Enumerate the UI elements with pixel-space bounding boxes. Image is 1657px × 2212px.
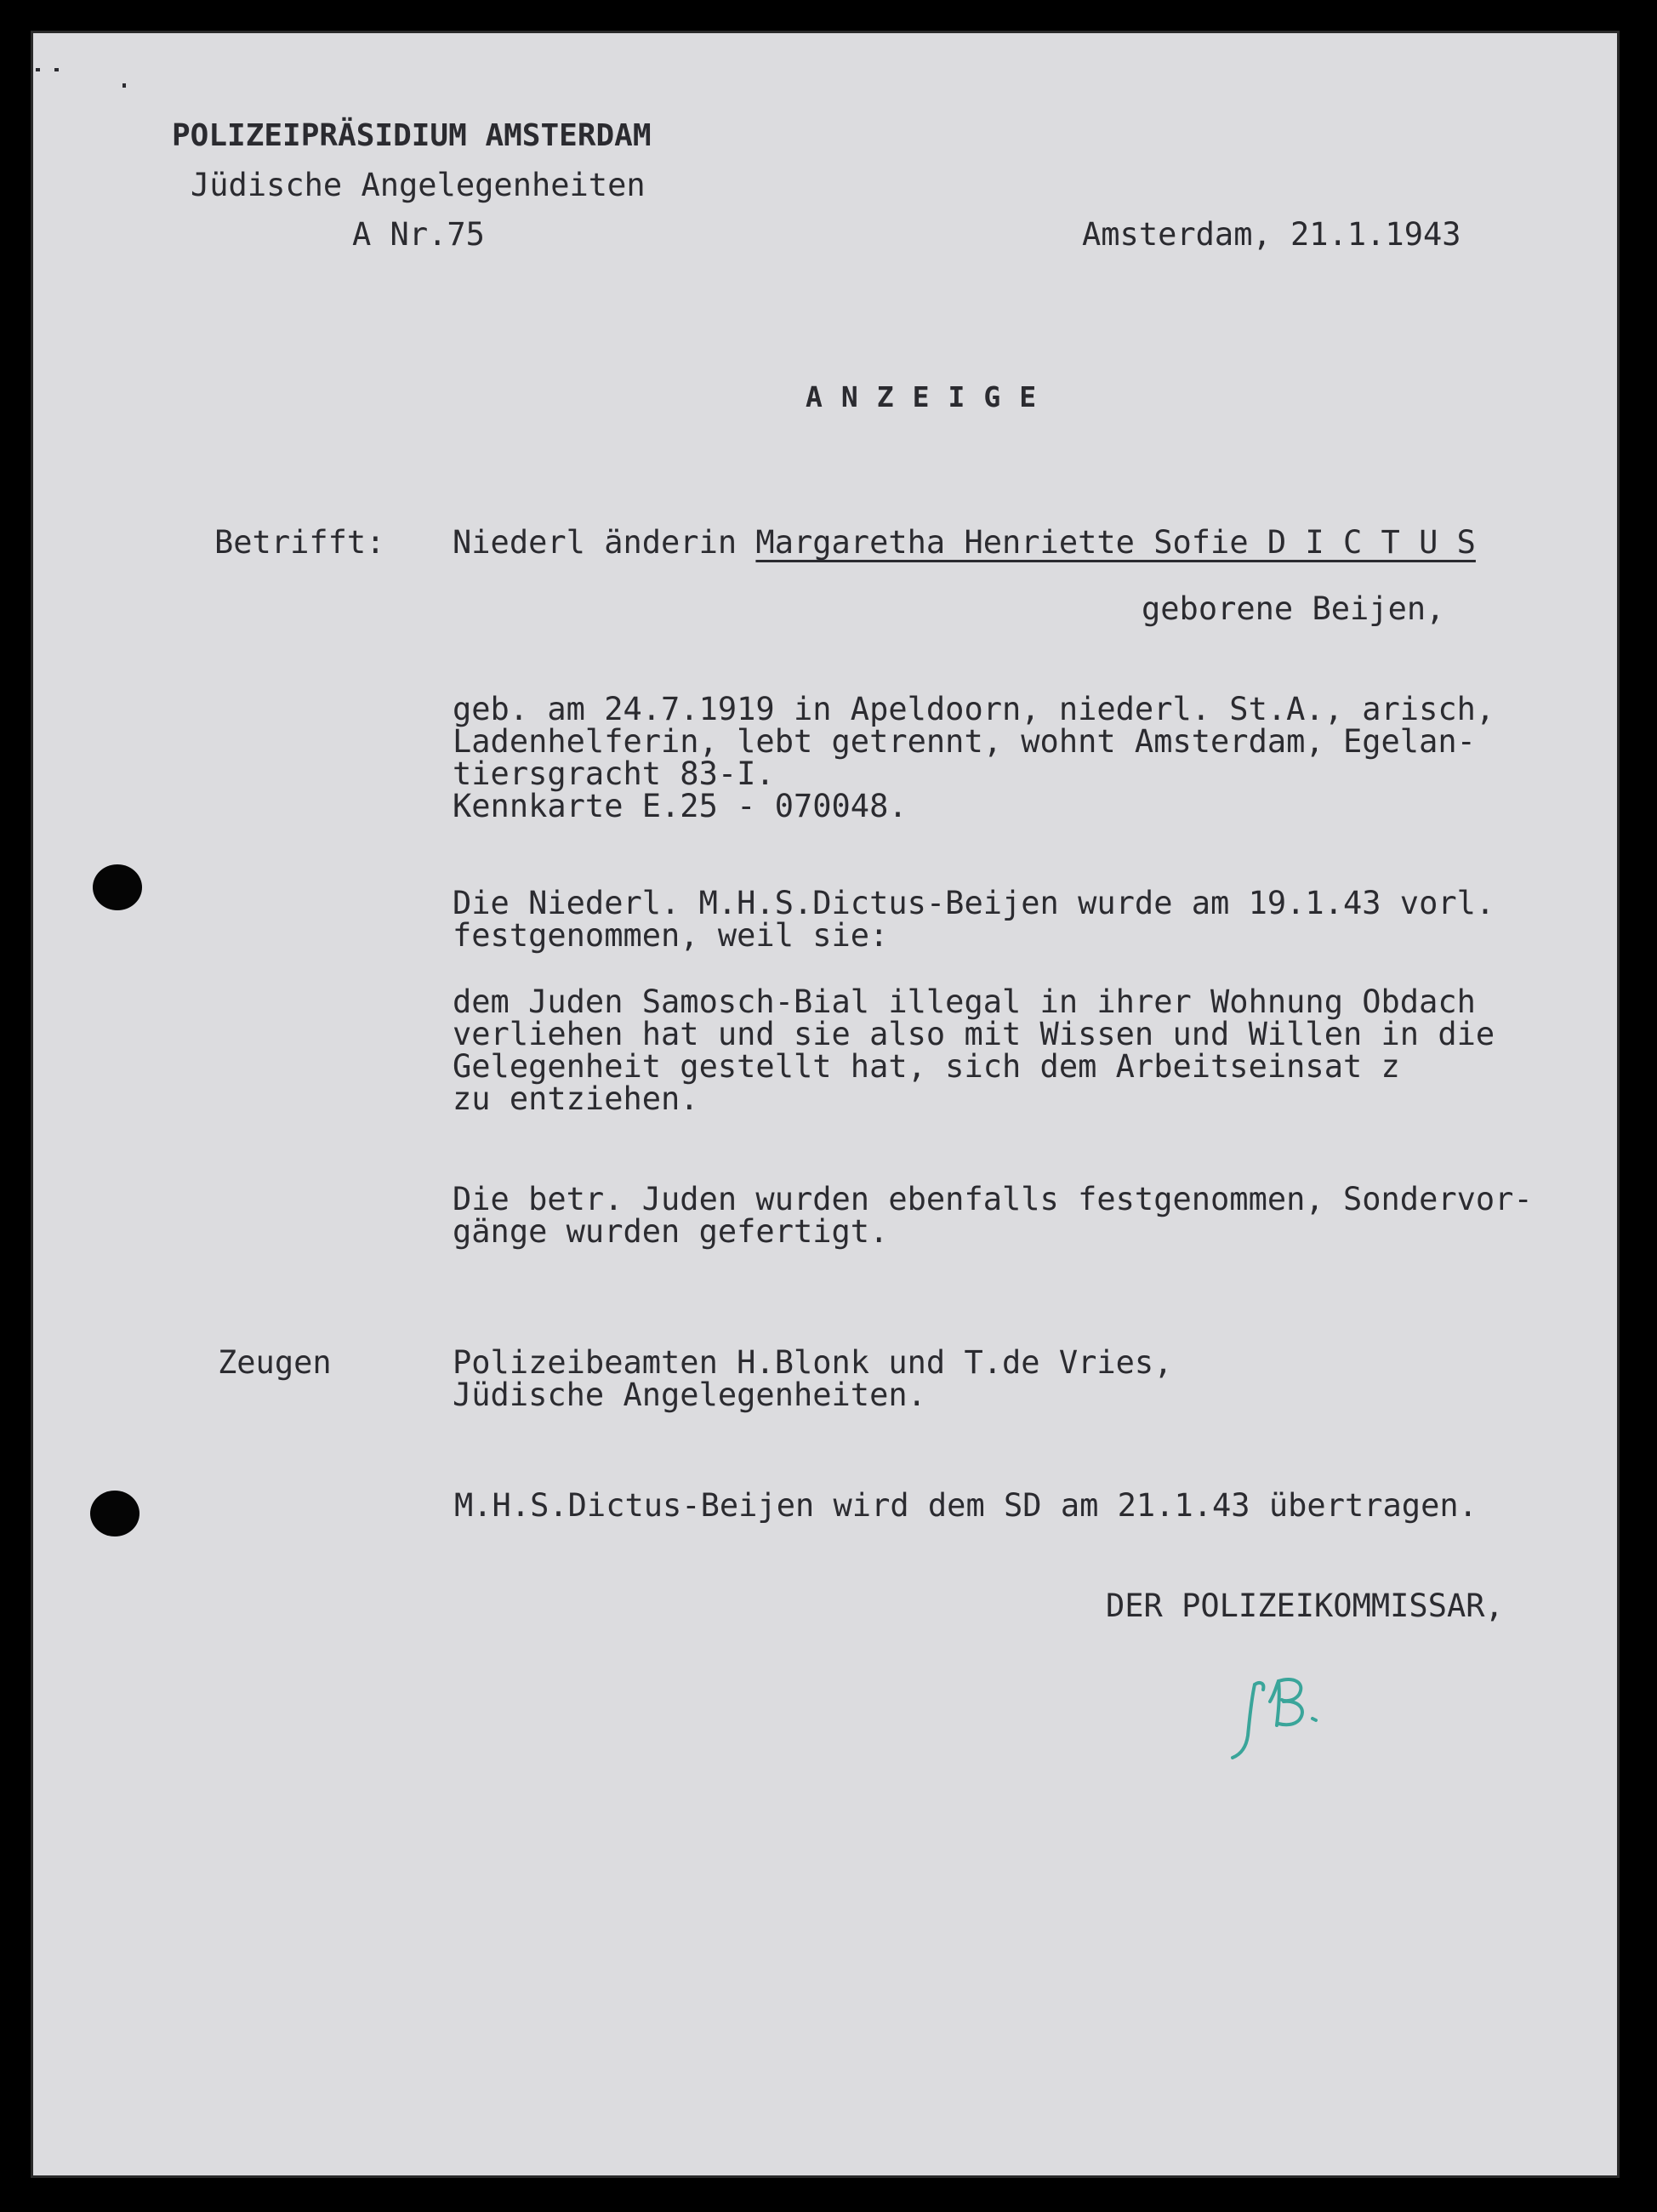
office-heading: POLIZEIPRÄSIDIUM AMSTERDAM xyxy=(172,118,652,153)
signatory-title: DER POLIZEIKOMMISSAR, xyxy=(1106,1588,1504,1624)
place-date: Amsterdam, 21.1.1943 xyxy=(1082,216,1461,253)
maiden-name: geborene Beijen, xyxy=(1142,590,1445,627)
handwritten-initials xyxy=(1217,1647,1345,1775)
reason-line: zu entziehen. xyxy=(453,1080,699,1117)
punch-hole xyxy=(90,1491,140,1536)
arrest-line: Die Niederl. M.H.S.Dictus-Beijen wurde am 19.1.43 vorl. xyxy=(453,885,1495,921)
details-line: tiersgracht 83-I. xyxy=(453,755,775,792)
stray-mark xyxy=(54,68,59,71)
subject-label: Betrifft: xyxy=(214,524,385,561)
details-line: geb. am 24.7.1919 in Apeldoorn, niederl. St.A., arisch, xyxy=(453,691,1495,727)
file-number: A Nr.75 xyxy=(352,216,485,253)
subject-prefix: Niederl änderin xyxy=(453,524,756,561)
subject-line xyxy=(453,526,1476,560)
reason-line: verliehen hat und sie also mit Wissen und Willen in die xyxy=(453,1016,1495,1052)
stray-mark xyxy=(36,68,40,71)
followup-line: gänge wurden gefertigt. xyxy=(453,1213,889,1250)
stray-mark xyxy=(122,83,126,88)
reason-line: Gelegenheit gestellt hat, sich dem Arbeitseinsat z xyxy=(453,1048,1400,1085)
details-line: Kennkarte E.25 - 070048. xyxy=(453,788,908,824)
punch-hole xyxy=(93,864,142,910)
subject-name: Margaretha Henriette Sofie D I C T U S xyxy=(755,524,1476,561)
details-line: Ladenhelferin, lebt getrennt, wohnt Amsterdam, Egelan- xyxy=(453,723,1476,760)
witnesses-line: Jüdische Angelegenheiten. xyxy=(453,1377,926,1413)
witnesses-line: Polizeibeamten H.Blonk und T.de Vries, xyxy=(453,1344,1173,1381)
transfer-line: M.H.S.Dictus-Beijen wird dem SD am 21.1.43 übertragen. xyxy=(454,1487,1478,1524)
reason-line: dem Juden Samosch-Bial illegal in ihrer Wohnung Obdach xyxy=(453,983,1476,1020)
department-heading: Jüdische Angelegenheiten xyxy=(191,167,646,203)
scan-border xyxy=(31,31,1620,2178)
arrest-line: festgenommen, weil sie: xyxy=(453,917,889,954)
document-title: ANZEIGE xyxy=(806,380,1056,413)
document-page xyxy=(31,31,1620,2178)
followup-line: Die betr. Juden wurden ebenfalls festgenommen, Sondervor- xyxy=(453,1181,1533,1217)
witnesses-label: Zeugen xyxy=(218,1344,332,1381)
